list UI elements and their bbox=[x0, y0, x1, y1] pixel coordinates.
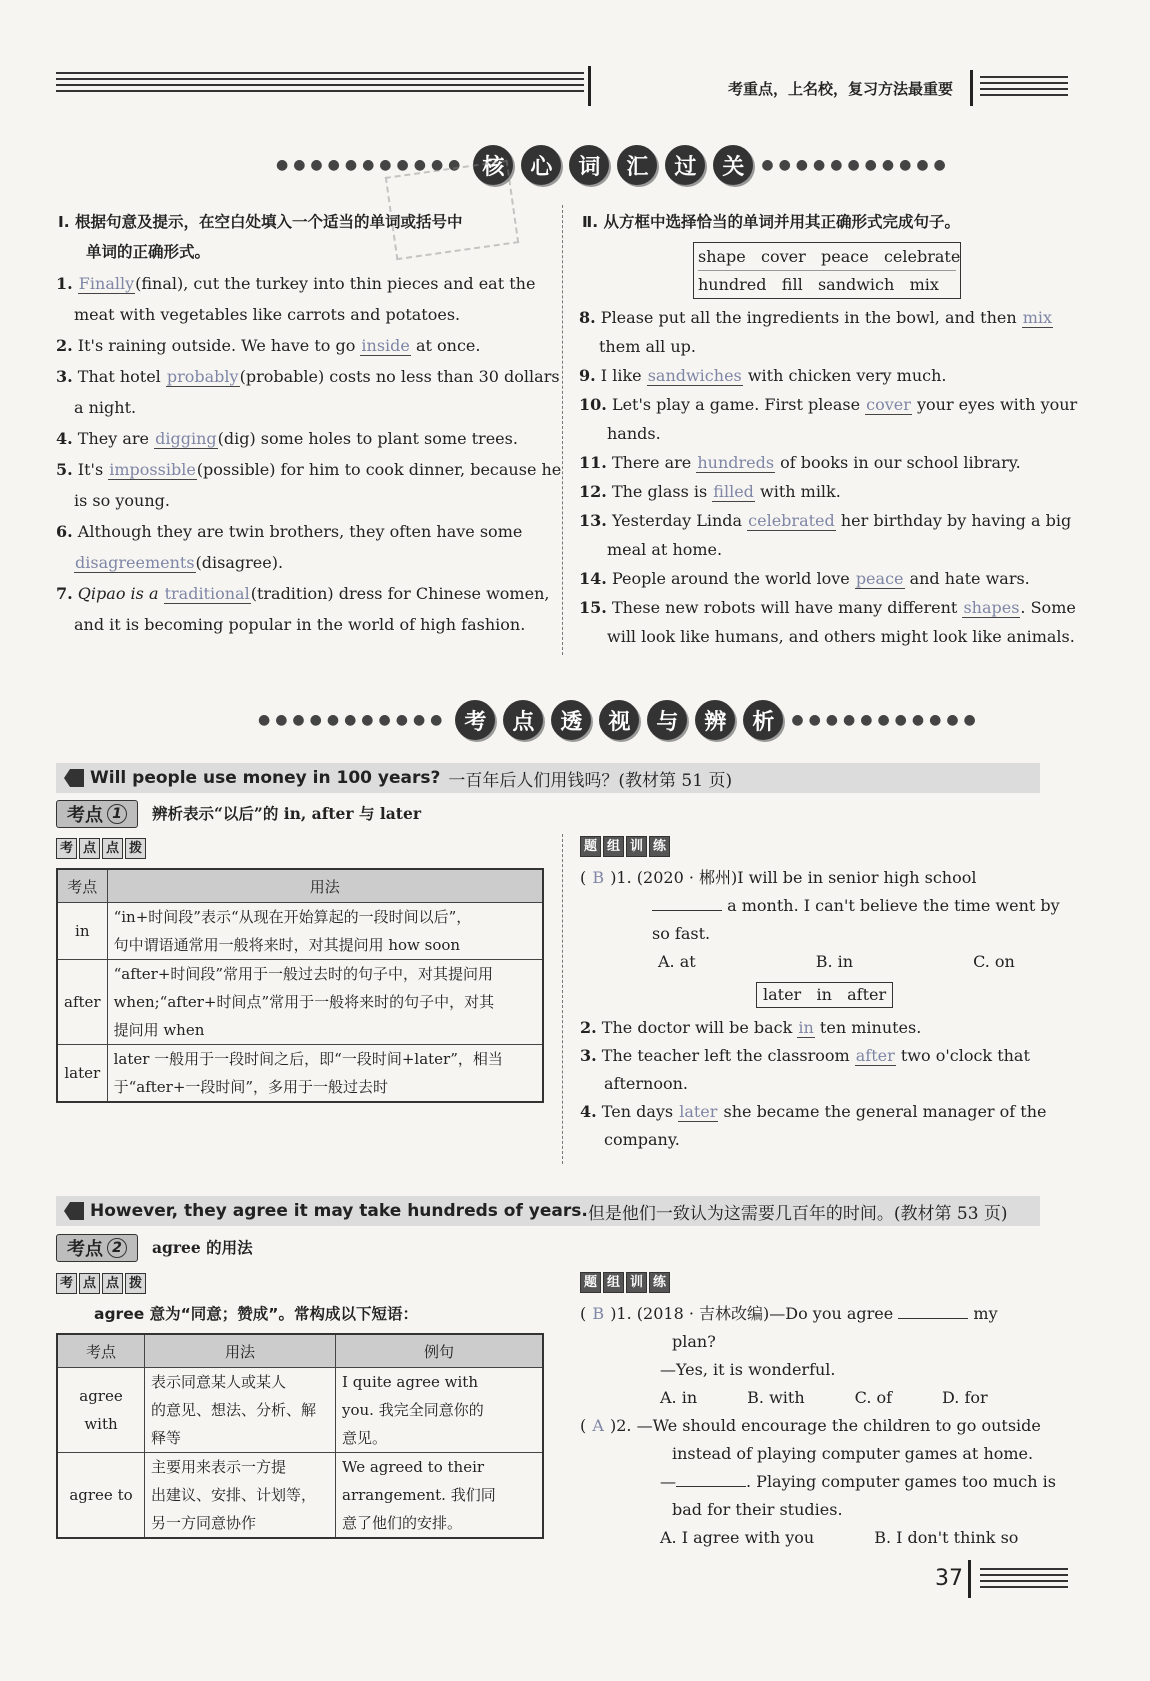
exercise-line: meat with vegetables like carrots and potatoes. bbox=[74, 305, 461, 324]
exercise-line: 3. That hotel probably(probable) costs no less than 30 dollars bbox=[56, 367, 560, 386]
banner-char: 过 bbox=[665, 145, 705, 185]
exercise-line: 6. Although they are twin brothers, they often have some bbox=[56, 522, 523, 541]
exercise-line: 9. I like sandwiches with chicken very much. bbox=[579, 366, 947, 385]
kaodian-1-heading: 考点 1 辨析表示“以后”的 in, after 与 later bbox=[56, 800, 421, 828]
pencil-icon bbox=[64, 1202, 84, 1220]
word-bank-row: hundred fill sandwich mix bbox=[698, 275, 939, 294]
banner-char: 析 bbox=[743, 700, 783, 740]
banner-char: 透 bbox=[551, 700, 591, 740]
exercise-line: will look like humans, and others might look like animals. bbox=[607, 627, 1075, 646]
exercise-line: 13. Yesterday Linda celebrated her birthday by having a big bbox=[579, 511, 1072, 530]
banner-char: 考 bbox=[455, 700, 495, 740]
practice-2: ( B )1. (2018 · 吉林改编)—Do you agree my plan? —Yes, it is wonderful. A. in B. with C. of D. for ( A )2. —We should encourage the children to go outside instead of playing computer games at home. — . Playing computer games too much is bad for their studies. A. I agree with you B. I don't think so bbox=[580, 1304, 1056, 1547]
banner-char: 点 bbox=[503, 700, 543, 740]
tips-tag: 考 点 点 拨 bbox=[56, 838, 148, 859]
exercise-line: and it is becoming popular in the world of high fashion. bbox=[74, 615, 526, 634]
part2-title: Ⅱ. 从方框中选择恰当的单词并用其正确形式完成句子。 bbox=[582, 213, 960, 231]
exercise-line: meal at home. bbox=[607, 540, 723, 559]
part1-exercises bbox=[56, 268, 562, 640]
answer: digging bbox=[155, 429, 217, 448]
header-divider bbox=[588, 66, 591, 106]
exercise-line: 4. They are digging(dig) some holes to plant some trees. bbox=[56, 429, 518, 448]
exercise-line: a night. bbox=[74, 398, 137, 417]
section-bar-2: However, they agree it may take hundreds of years. 但是他们一致认为这需要几百年的时间。(教材第 53 页) bbox=[56, 1196, 1040, 1226]
answer: peace bbox=[855, 569, 904, 588]
exercise-line: is so young. bbox=[74, 491, 170, 510]
header-rule-right bbox=[980, 76, 1068, 96]
section-bar-1: Will people use money in 100 years? 一百年后人们用钱吗？(教材第 51 页) bbox=[56, 763, 1040, 793]
exercise-line: 14. People around the world love peace and hate wars. bbox=[579, 569, 1030, 588]
answer: filled bbox=[713, 482, 754, 501]
footer-rule bbox=[980, 1568, 1068, 1588]
pencil-icon bbox=[64, 769, 84, 787]
banner-key-points: ●●●●●●●●●●● 考 点 透 视 与 辨 析 ●●●●●●●●●●● bbox=[258, 700, 981, 740]
agree-intro: agree 意为“同意；赞成”。常构成以下短语： bbox=[94, 1305, 418, 1323]
header-slogan: 考重点，上名校，复习方法最重要 bbox=[728, 80, 954, 98]
exercise-line: 1. Finally(final), cut the turkey into thin pieces and eat the bbox=[56, 274, 536, 293]
answer: inside bbox=[361, 336, 410, 355]
banner-char: 视 bbox=[599, 700, 639, 740]
exercise-line: 10. Let's play a game. First please cover your eyes with your bbox=[579, 395, 1078, 414]
part2-exercises bbox=[579, 303, 1078, 651]
banner-char: 与 bbox=[647, 700, 687, 740]
usage-table-2: 考点 用法 例句 agree with 表示同意某人或某人 的意见、想法、分析、解 释等 I quite agree with you. 我完全同意你的 意见。 agree to 主要用来表示一方提 出建议、安排、计划等， 另一方同意协作 We agreed to their arrangement. 我们同 意了他们的安排。 bbox=[56, 1333, 544, 1539]
answer: sandwiches bbox=[647, 366, 742, 385]
banner-char: 关 bbox=[713, 145, 753, 185]
answer: cover bbox=[866, 395, 911, 414]
tips-tag: 考 点 点 拨 bbox=[56, 1273, 148, 1294]
answer: shapes bbox=[963, 598, 1020, 617]
word-bank-box bbox=[693, 242, 961, 299]
exercise-line: 2. It's raining outside. We have to go inside at once. bbox=[56, 336, 481, 355]
practice-tag: 题 组 训 练 bbox=[580, 1272, 672, 1293]
column-divider bbox=[562, 205, 564, 655]
exercise-line: 15. These new robots will have many different shapes. Some bbox=[579, 598, 1076, 617]
banner-char: 辨 bbox=[695, 700, 735, 740]
usage-table-1: 考点 用法 in “in+时间段”表示“从现在开始算起的一段时间以后”， 句中谓语通常用一般将来时，对其提问用 how soon after “after+时间段”常用于一般过去时的句子中，对其提问用 when;“after+时间点”常用于一般将来时的句子中，对其 提问用 when later later 一般用于一段时间之后，即“一段时间+later”，相当 于“after+一段时间”，多用于一般过去时 bbox=[56, 868, 544, 1103]
exercise-line: 11. There are hundreds of books in our school library. bbox=[579, 453, 1021, 472]
exercise-line: 7. Qipao is a traditional(tradition) dress for Chinese women, bbox=[56, 584, 550, 603]
exercise-line: 8. Please put all the ingredients in the bowl, and then mix bbox=[579, 308, 1053, 327]
practice-tag: 题 组 训 练 bbox=[580, 836, 672, 857]
kaodian-2-heading: 考点 2 agree 的用法 bbox=[56, 1234, 253, 1262]
banner-char: 词 bbox=[569, 145, 609, 185]
header-rule-left bbox=[56, 72, 584, 92]
answer: disagreements bbox=[75, 553, 195, 572]
word-bank-row: shape cover peace celebrate bbox=[698, 243, 956, 271]
banner-char: 核 bbox=[473, 145, 513, 185]
banner-char: 汇 bbox=[617, 145, 657, 185]
part1-title-line2: 单词的正确形式。 bbox=[86, 243, 211, 261]
banner-core-vocab: ●●●●●●●●●●● 核 心 词 汇 过 关 ●●●●●●●●●●● bbox=[276, 145, 951, 185]
exercise-line: them all up. bbox=[599, 337, 696, 356]
part1-title-line1: Ⅰ. 根据句意及提示，在空白处填入一个适当的单词或括号中 bbox=[58, 213, 463, 231]
kaodian-tag: 考点 2 bbox=[56, 1234, 138, 1262]
answer: Finally bbox=[78, 274, 135, 293]
answer: mix bbox=[1022, 308, 1053, 327]
footer-divider bbox=[968, 1560, 971, 1598]
kaodian-tag: 考点 1 bbox=[56, 800, 138, 828]
answer: impossible bbox=[109, 460, 196, 479]
answer: hundreds bbox=[697, 453, 775, 472]
answer: traditional bbox=[164, 584, 250, 603]
page-number: 37 bbox=[935, 1566, 963, 1591]
exercise-line: disagreements(disagree). bbox=[75, 553, 284, 572]
exercise-line: 12. The glass is filled with milk. bbox=[579, 482, 841, 501]
column-divider bbox=[562, 834, 564, 1164]
exercise-line: 5. It's impossible(possible) for him to cook dinner, because he bbox=[56, 460, 562, 479]
header-divider-right bbox=[970, 70, 973, 106]
exercise-line: hands. bbox=[607, 424, 661, 443]
answer: probably bbox=[166, 367, 239, 386]
word-box: later in after bbox=[756, 982, 893, 1008]
answer: celebrated bbox=[748, 511, 835, 530]
practice-1: ( B )1. (2020 · 郴州)I will be in senior high school a month. I can't believe the time went by so fast. A. at B. in C. on later in after 2. The doctor will be back in ten minutes. 3. The teacher left the classroom after two o'clock that afternoon. 4. Ten days later she became the general manager of the company. bbox=[580, 868, 1060, 1149]
banner-char: 心 bbox=[521, 145, 561, 185]
